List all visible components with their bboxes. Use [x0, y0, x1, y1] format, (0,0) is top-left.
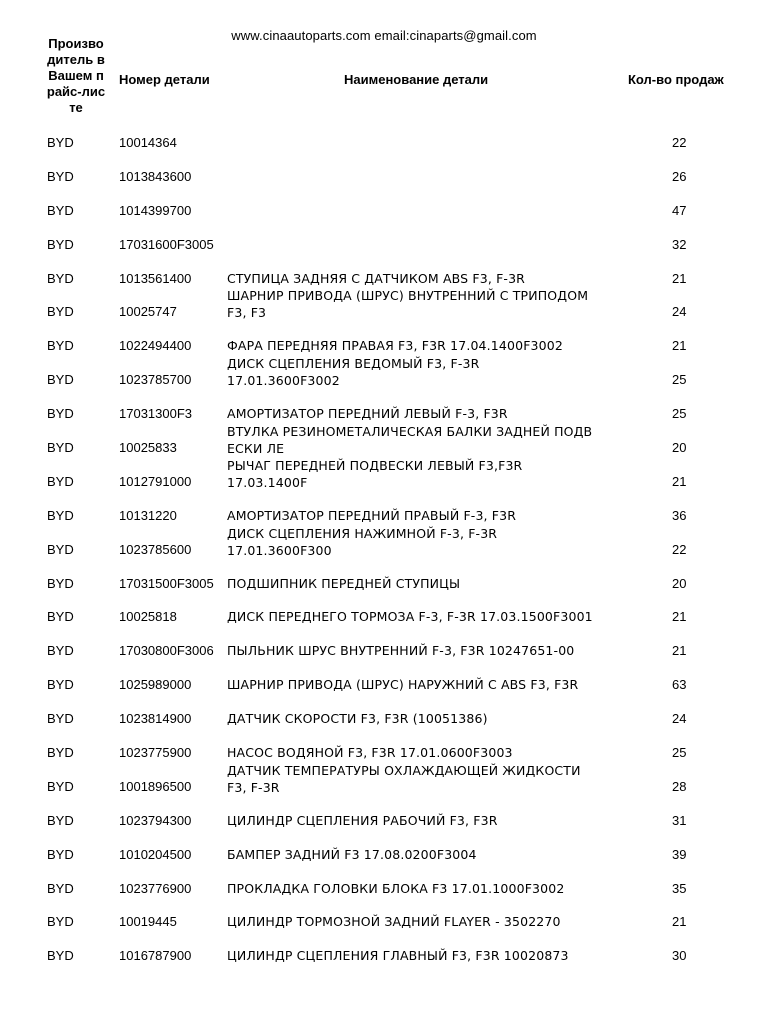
part-name-line: ДИСК ПЕРЕДНЕГО ТОРМОЗА F-3, F-3R 17.03.1500F3001: [227, 609, 593, 625]
table-row: [0, 457, 768, 497]
brand-cell: BYD: [47, 406, 74, 422]
quantity-cell: 21: [672, 270, 687, 286]
quantity-cell: 39: [672, 846, 687, 862]
column-header-brand-line: дитель в: [47, 52, 105, 67]
part-name-line: ФАРА ПЕРЕДНЯЯ ПРАВАЯ F3, F3R 17.04.1400F3002: [227, 338, 563, 354]
brand-cell: BYD: [47, 507, 74, 523]
part-number-cell: 1013561400: [119, 270, 192, 286]
table-row: [0, 598, 768, 632]
column-header-brand-line: Произво: [48, 36, 104, 51]
table-row: [0, 356, 768, 395]
part-name-line: БАМПЕР ЗАДНИЙ F3 17.08.0200F3004: [227, 846, 477, 862]
part-name-cell: [227, 881, 627, 897]
table-row: [0, 762, 768, 802]
quantity-cell: 20: [672, 575, 687, 591]
part-number-cell: 1023776900: [119, 880, 192, 896]
brand-cell: BYD: [47, 812, 74, 828]
part-name-cell: [227, 576, 627, 592]
brand-cell: BYD: [47, 948, 74, 964]
part-name-line: ЦИЛИНДР СЦЕПЛЕНИЯ РАБОЧИЙ F3, F3R: [227, 812, 498, 828]
column-header-brand: [44, 36, 112, 118]
part-number-cell: 10025818: [119, 609, 177, 625]
quantity-cell: 36: [672, 507, 687, 523]
brand-cell: BYD: [47, 880, 74, 896]
part-name-cell: [227, 914, 627, 930]
part-number-cell: 1023785600: [119, 541, 192, 557]
part-name-line: ЦИЛИНДР СЦЕПЛЕНИЯ ГЛАВНЫЙ F3, F3R 10020873: [227, 948, 569, 964]
part-name-line: АМОРТИЗАТОР ПЕРЕДНИЙ ПРАВЫЙ F-3, F3R: [227, 507, 517, 523]
header-contact: www.cinaautoparts.com email:cinaparts@gmail.com: [231, 28, 537, 43]
part-number-cell: 1023814900: [119, 711, 192, 727]
brand-cell: BYD: [47, 440, 74, 456]
table-row: [0, 288, 768, 327]
part-name-line: РЫЧАГ ПЕРЕДНЕЙ ПОДВЕСКИ ЛЕВЫЙ F3,F3R: [227, 457, 523, 473]
part-name-line: F3, F3: [227, 305, 267, 321]
part-number-cell: 1025989000: [119, 677, 192, 693]
quantity-cell: 22: [672, 541, 687, 557]
quantity-cell: 26: [672, 168, 687, 184]
part-name-cell: [227, 406, 627, 422]
column-header-brand-line: райс-лис: [46, 84, 106, 99]
table-row: [0, 700, 768, 734]
column-header-brand-line: Вашем п: [48, 68, 104, 83]
part-name-line: ДАТЧИК СКОРОСТИ F3, F3R (10051386): [227, 711, 488, 727]
part-name-line: ЕСКИ ЛЕ: [227, 441, 285, 457]
brand-cell: BYD: [47, 372, 74, 388]
brand-cell: BYD: [47, 473, 74, 489]
part-name-cell: [227, 711, 627, 727]
part-number-cell: 1016787900: [119, 948, 192, 964]
part-number-cell: 1014399700: [119, 202, 192, 218]
quantity-cell: 25: [672, 406, 687, 422]
part-name-line: ПРОКЛАДКА ГОЛОВКИ БЛОКА F3 17.01.1000F3002: [227, 880, 565, 896]
quantity-cell: 25: [672, 372, 687, 388]
part-name-line: СТУПИЦА ЗАДНЯЯ С ДАТЧИКОМ ABS F3, F-3R: [227, 270, 526, 286]
brand-cell: BYD: [47, 575, 74, 591]
parts-table: [0, 124, 768, 971]
part-name-line: АМОРТИЗАТОР ПЕРЕДНИЙ ЛЕВЫЙ F-3, F3R: [227, 406, 508, 422]
part-number-cell: 10025747: [119, 304, 177, 320]
table-row: [0, 124, 768, 158]
table-row: [0, 836, 768, 870]
brand-cell: BYD: [47, 236, 74, 252]
part-name-cell: [227, 847, 627, 863]
column-header-brand-line: те: [69, 100, 83, 115]
quantity-cell: 25: [672, 745, 687, 761]
part-name-cell: [227, 762, 627, 796]
quantity-cell: 21: [672, 609, 687, 625]
part-number-cell: 1010204500: [119, 846, 192, 862]
column-header-part-number: Номер детали: [119, 72, 210, 87]
brand-cell: BYD: [47, 914, 74, 930]
quantity-cell: 22: [672, 135, 687, 150]
part-name-cell: [227, 508, 627, 524]
part-number-cell: 1022494400: [119, 338, 192, 354]
brand-cell: BYD: [47, 711, 74, 727]
part-name-cell: [227, 525, 627, 559]
part-number-cell: 10014364: [119, 135, 177, 150]
part-name-line: 17.03.1400F: [227, 474, 308, 490]
part-name-line: НАСОС ВОДЯНОЙ F3, F3R 17.01.0600F3003: [227, 745, 513, 761]
brand-cell: BYD: [47, 304, 74, 320]
part-name-cell: [227, 271, 627, 287]
brand-cell: BYD: [47, 202, 74, 218]
table-row: [0, 192, 768, 226]
column-header-quantity: Кол-во продаж: [628, 72, 724, 87]
table-row: [0, 158, 768, 192]
part-name-cell: [227, 609, 627, 625]
part-name-line: ВТУЛКА РЕЗИНОМЕТАЛИЧЕСКАЯ БАЛКИ ЗАДНЕЙ ПОДВ: [227, 424, 593, 440]
brand-cell: BYD: [47, 745, 74, 761]
part-name-cell: [227, 813, 627, 829]
table-row: [0, 802, 768, 836]
quantity-cell: 21: [672, 338, 687, 354]
part-name-cell: [227, 355, 627, 389]
quantity-cell: 47: [672, 202, 687, 218]
brand-cell: BYD: [47, 168, 74, 184]
part-number-cell: 1023794300: [119, 812, 192, 828]
part-name-cell: [227, 423, 627, 457]
table-row: [0, 937, 768, 971]
part-name-cell: [227, 677, 627, 693]
part-name-cell: [227, 643, 627, 659]
part-number-cell: 17031500F3005: [119, 575, 214, 591]
brand-cell: BYD: [47, 643, 74, 659]
part-name-line: ЦИЛИНДР ТОРМОЗНОЙ ЗАДНИЙ FLAYER - 3502270: [227, 914, 561, 930]
part-number-cell: 17030800F3006: [119, 643, 214, 659]
part-name-cell: [227, 457, 627, 491]
part-number-cell: 17031300F3: [119, 406, 193, 422]
part-name-line: ПОДШИПНИК ПЕРЕДНЕЙ СТУПИЦЫ: [227, 575, 461, 591]
part-number-cell: 10025833: [119, 440, 177, 456]
part-name-line: ПЫЛЬНИК ШРУС ВНУТРЕННИЙ F-3, F3R 10247651-00: [227, 643, 575, 659]
part-number-cell: 1012791000: [119, 473, 192, 489]
quantity-cell: 35: [672, 880, 687, 896]
quantity-cell: 20: [672, 440, 687, 456]
brand-cell: BYD: [47, 338, 74, 354]
brand-cell: BYD: [47, 135, 74, 150]
part-number-cell: 1023775900: [119, 745, 192, 761]
quantity-cell: 24: [672, 304, 687, 320]
quantity-cell: 21: [672, 643, 687, 659]
part-number-cell: 1001896500: [119, 778, 192, 794]
table-row: [0, 632, 768, 666]
part-number-cell: 1013843600: [119, 168, 192, 184]
part-number-cell: 1023785700: [119, 372, 192, 388]
quantity-cell: 24: [672, 711, 687, 727]
part-number-cell: 17031600F3005: [119, 236, 214, 252]
part-name-line: ДИСК СЦЕПЛЕНИЯ ВЕДОМЫЙ F3, F-3R: [227, 356, 480, 372]
brand-cell: BYD: [47, 541, 74, 557]
part-name-cell: [227, 338, 627, 354]
part-name-line: F3, F-3R: [227, 779, 280, 795]
quantity-cell: 21: [672, 914, 687, 930]
quantity-cell: 32: [672, 236, 687, 252]
column-header-part-name: Наименование детали: [344, 72, 489, 87]
brand-cell: BYD: [47, 677, 74, 693]
quantity-cell: 63: [672, 677, 687, 693]
quantity-cell: 31: [672, 812, 687, 828]
part-name-cell: [227, 745, 627, 761]
table-row: [0, 870, 768, 904]
table-row: [0, 525, 768, 565]
table-row: [0, 666, 768, 700]
quantity-cell: 28: [672, 778, 687, 794]
part-name-line: 17.01.3600F3002: [227, 373, 340, 389]
brand-cell: BYD: [47, 270, 74, 286]
quantity-cell: 21: [672, 473, 687, 489]
part-number-cell: 10131220: [119, 507, 177, 523]
part-name-line: 17.01.3600F300: [227, 542, 332, 558]
table-row: [0, 226, 768, 260]
brand-cell: BYD: [47, 778, 74, 794]
table-row: [0, 903, 768, 937]
brand-cell: BYD: [47, 846, 74, 862]
part-name-cell: [227, 287, 627, 321]
table-row: [0, 565, 768, 599]
quantity-cell: 30: [672, 948, 687, 964]
part-name-line: ШАРНИР ПРИВОДА (ШРУС) НАРУЖНИЙ С ABS F3, F3R: [227, 677, 579, 693]
part-name-cell: [227, 948, 627, 964]
part-number-cell: 10019445: [119, 914, 177, 930]
part-name-line: ДАТЧИК ТЕМПЕРАТУРЫ ОХЛАЖДАЮЩЕЙ ЖИДКОСТИ: [227, 762, 581, 778]
brand-cell: BYD: [47, 609, 74, 625]
part-name-line: ДИСК СЦЕПЛЕНИЯ НАЖИМНОЙ F-3, F-3R: [227, 525, 498, 541]
part-name-line: ШАРНИР ПРИВОДА (ШРУС) ВНУТРЕННИЙ С ТРИПОДОМ: [227, 288, 589, 304]
